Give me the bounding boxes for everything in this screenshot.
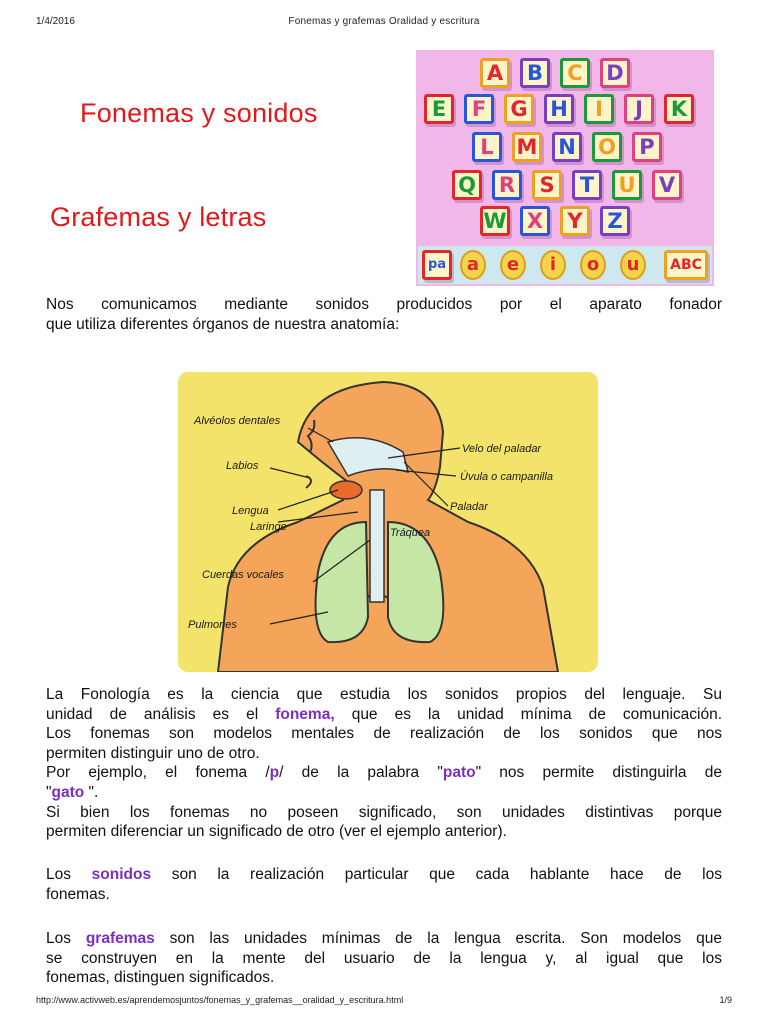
grafemas-line-1: [46, 929, 722, 949]
print-footer-url: http://www.activweb.es/aprendemosjuntos/fonemas_y_grafemas__oralidad_y_escritura.html: [36, 995, 404, 1005]
fono-line-1: La Fonología es la ciencia que estudia los sonidos propios del lenguaje. Su: [46, 686, 722, 703]
fono-line-4: permiten distinguir uno de otro.: [46, 744, 260, 762]
label-pulmones: Pulmones: [188, 619, 237, 631]
label-laringe: Laringe: [250, 521, 287, 533]
intro-paragraph: [46, 295, 722, 334]
label-cuerdas: Cuerdas vocales: [202, 569, 284, 581]
print-date: 1/4/2016: [36, 16, 75, 27]
fono-line-5-b: / de la palabra ": [279, 764, 443, 782]
letter-block: L: [472, 132, 502, 162]
heading-grafemas: Grafemas y letras: [50, 202, 267, 232]
vowel-badge: e: [500, 250, 526, 280]
letter-block: D: [600, 58, 630, 88]
letter-block: X: [520, 206, 550, 236]
term-p: p: [269, 764, 280, 782]
fono-line-8: permiten diferenciar un significado de otro (ver el ejemplo anterior).: [46, 823, 507, 841]
grafemas-line-1-b: son las unidades mínimas de la lengua escrita. Son modelos que: [154, 930, 722, 947]
fono-line-2-a: unidad de análisis es el: [46, 705, 276, 723]
fono-line-6: [46, 783, 722, 803]
vowel-strip: [418, 246, 712, 284]
heading-fonemas: Fonemas y sonidos: [80, 98, 318, 128]
label-alveolos: Alvéolos dentales: [194, 415, 281, 427]
label-traquea: Tráquea: [390, 527, 431, 539]
letter-block: B: [520, 58, 550, 88]
letter-block: M: [512, 132, 542, 162]
fono-line-3: Los fonemas son modelos mentales de realización de los sonidos que nos: [46, 725, 722, 743]
letter-block: H: [544, 94, 574, 124]
term-pato: pato: [442, 764, 476, 782]
fonologia-paragraph: [46, 685, 722, 842]
sonidos-line-1-a: Los: [46, 866, 92, 883]
vowel-badge: u: [620, 250, 646, 280]
letter-block: Y: [560, 206, 590, 236]
fono-line-5: [46, 763, 722, 783]
letter-block: K: [664, 94, 694, 124]
fono-line-2-b: que es la unidad mínima de comunicación.: [334, 705, 722, 723]
fono-line-6-b: ".: [84, 783, 99, 801]
letter-block: U: [612, 170, 642, 200]
letter-block: Z: [600, 206, 630, 236]
grafemas-line-2: se construyen en la mente del usuario de la lengua y, al igual que los: [46, 949, 722, 967]
intro-line-1: Nos comunicamos mediante sonidos producidos por el aparato fonador: [46, 296, 722, 313]
sonidos-paragraph: [46, 865, 722, 904]
grafemas-line-1-a: Los: [46, 930, 86, 947]
sonidos-line-2: fonemas.: [46, 885, 110, 903]
term-grafemas: grafemas: [85, 930, 155, 947]
print-header-title: Fonemas y grafemas Oralidad y escritura: [288, 16, 480, 27]
fono-line-5-a: Por ejemplo, el fonema /: [46, 764, 270, 782]
letter-block: F: [464, 94, 494, 124]
letter-block: Q: [452, 170, 482, 200]
fono-line-5-c: " nos permite distinguirla de: [475, 764, 722, 782]
label-uvula: Úvula o campanilla: [460, 471, 553, 483]
vowel-badge: o: [580, 250, 606, 280]
alphabet-blocks-image: [416, 50, 714, 286]
letter-block: J: [624, 94, 654, 124]
label-paladar: Paladar: [450, 501, 488, 513]
letter-block: W: [480, 206, 510, 236]
letter-block: V: [652, 170, 682, 200]
grafemas-paragraph: [46, 929, 722, 988]
vowel-badge: i: [540, 250, 566, 280]
grafemas-line-3: fonemas, distinguen significados.: [46, 969, 275, 987]
letter-block: N: [552, 132, 582, 162]
letter-block: P: [632, 132, 662, 162]
letter-block: E: [424, 94, 454, 124]
intro-line-2: que utiliza diferentes órganos de nuestra anatomía:: [46, 315, 400, 333]
term-sonidos: sonidos: [91, 866, 152, 883]
sonidos-line-1: [46, 865, 722, 885]
badge-abc: ABC: [664, 250, 708, 280]
letter-block: C: [560, 58, 590, 88]
fono-line-6-a: ": [46, 783, 52, 801]
vocal-apparatus-illustration: [178, 372, 598, 672]
vowel-badge: a: [460, 250, 486, 280]
sonidos-line-1-b: son la realización particular que cada hablante hace de los: [151, 866, 722, 883]
letter-block: T: [572, 170, 602, 200]
label-velo: Velo del paladar: [462, 443, 542, 455]
term-fonema: fonema,: [275, 705, 335, 723]
letter-block: A: [480, 58, 510, 88]
letter-block: G: [504, 94, 534, 124]
label-lengua: Lengua: [232, 505, 269, 517]
fono-line-2: [46, 705, 722, 725]
badge-pa: pa: [422, 250, 452, 280]
term-gato: gato: [51, 783, 85, 801]
label-labios: Labios: [226, 460, 259, 472]
letter-block: I: [584, 94, 614, 124]
letter-block: R: [492, 170, 522, 200]
letter-block: S: [532, 170, 562, 200]
fono-line-7: Si bien los fonemas no poseen significado, son unidades distintivas porque: [46, 803, 722, 821]
print-page-number: 1/9: [719, 995, 732, 1005]
letter-block: O: [592, 132, 622, 162]
